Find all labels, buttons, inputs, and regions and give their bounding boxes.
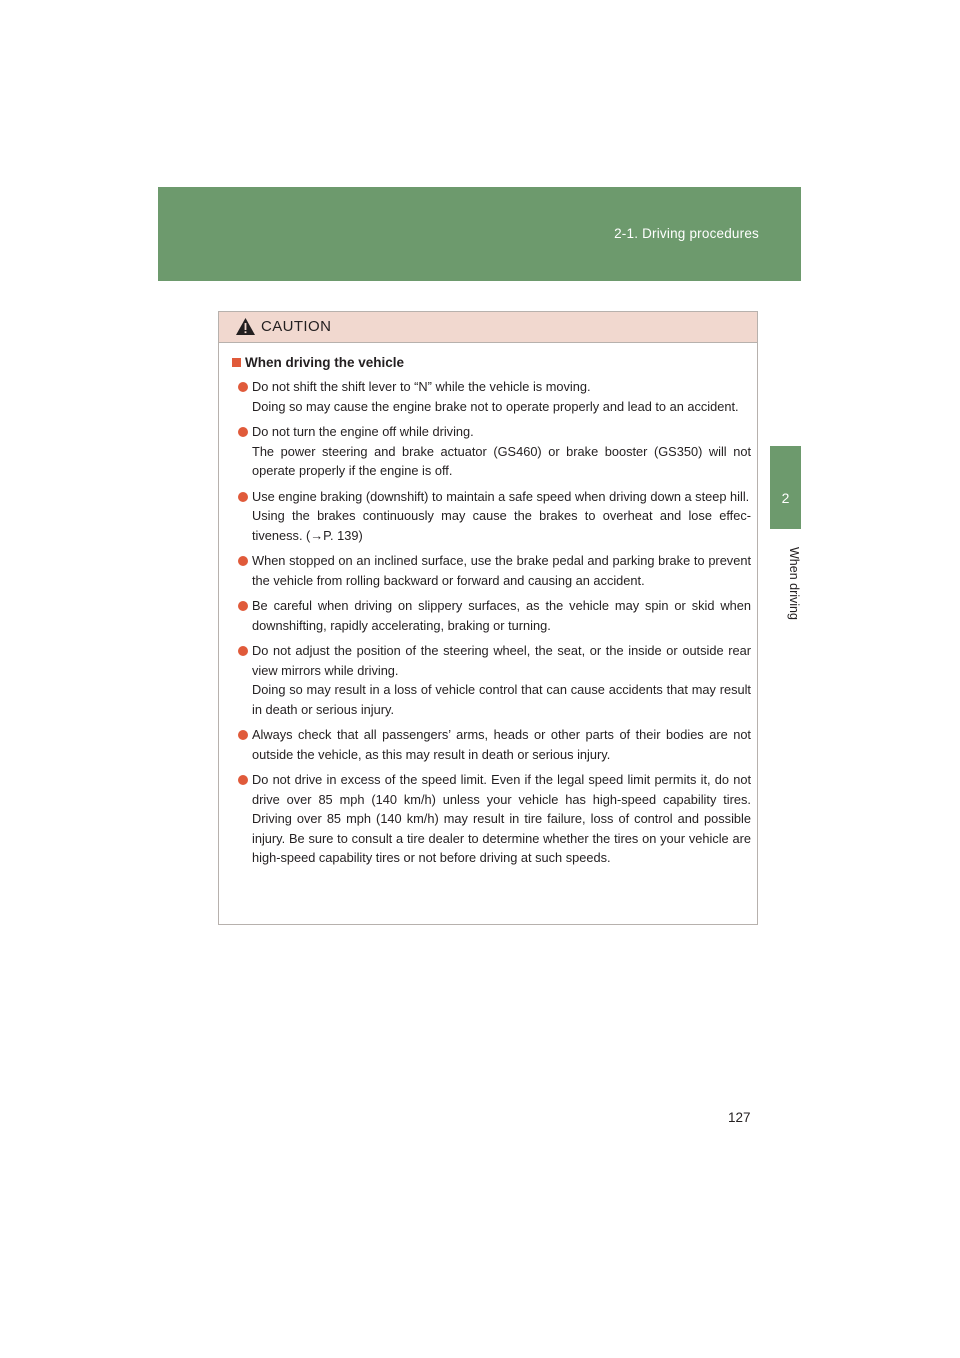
caution-item (232, 551, 751, 590)
page-number: 127 (728, 1110, 751, 1125)
square-bullet-icon (232, 358, 241, 367)
caution-label: CAUTION (261, 318, 332, 335)
caution-section-title-text: When driving the vehicle (245, 355, 405, 370)
circle-bullet-icon (238, 775, 248, 785)
caution-item-text: When stopped on an inclined surface, use the brake pedal and parking brake to prevent the vehicle from rolling backward or forward and causing an accident. (252, 553, 751, 588)
caution-item-text: The power steering and brake actuator (GS460) or brake booster (GS350) will not operate properly if the engine is off. (252, 443, 751, 478)
caution-item (232, 377, 751, 416)
warning-triangle-icon (235, 317, 256, 336)
chapter-label: When driving (787, 546, 801, 620)
caution-item-text: Doing so may result in a loss of vehicle control that can cause accidents that may result in death or serious injury. (252, 682, 751, 717)
circle-bullet-icon (238, 427, 248, 437)
caution-box (218, 311, 758, 925)
chapter-tab (770, 446, 801, 529)
caution-item (232, 770, 751, 868)
caution-item-text: Do not turn the engine off while driving. (252, 424, 474, 439)
caution-item (232, 487, 751, 546)
caution-item (232, 596, 751, 635)
caution-item-text: Do not drive in excess of the speed limit. Even if the legal speed limit permits it, do not drive over 85 mph (140 km/h) unless your vehicle has high-speed capability tires. Driving over 85 mph (140 km/h) may result in tire failure, loss of control and possible injury. Be sure to consult a tire dealer to determine whether the tires on your vehicle are high-speed capability tires or not before driving at such speeds. (252, 772, 751, 865)
caution-body (219, 343, 757, 868)
caution-item (232, 725, 751, 764)
chapter-number: 2 (781, 490, 790, 506)
section-title: 2-1. Driving procedures (614, 226, 759, 241)
caution-item-text: Use engine braking (downshift) to maintain a safe speed when driving down a steep hill. (252, 488, 750, 504)
caution-item-text: Do not adjust the position of the steering wheel, the seat, or the inside or outside rear view mirrors while driving. (252, 643, 751, 678)
circle-bullet-icon (238, 730, 248, 740)
circle-bullet-icon (238, 556, 248, 566)
circle-bullet-icon (238, 646, 248, 656)
circle-bullet-icon (238, 492, 248, 502)
caution-item (232, 641, 751, 719)
caution-item (232, 422, 751, 481)
caution-item-text: Always check that all passengers’ arms, heads or other parts of their bodies are not outside the vehicle, as this may result in death or serious injury. (252, 727, 751, 762)
caution-item-text: Using the brakes continuously may cause the brakes to overheat and lose effec-tiveness. (→P. 139) (252, 508, 751, 543)
caution-section-title (232, 355, 751, 370)
caution-item-text: Do not shift the shift lever to “N” while the vehicle is moving. (252, 379, 591, 394)
caution-item-text: Be careful when driving on slippery surfaces, as the vehicle may spin or skid when downshifting, rapidly accelerating, braking or turning. (252, 598, 751, 633)
caution-header (219, 312, 757, 343)
circle-bullet-icon (238, 382, 248, 392)
circle-bullet-icon (238, 601, 248, 611)
caution-item-text: Doing so may cause the engine brake not to operate properly and lead to an accident. (252, 398, 739, 414)
section-header-band (158, 187, 801, 281)
